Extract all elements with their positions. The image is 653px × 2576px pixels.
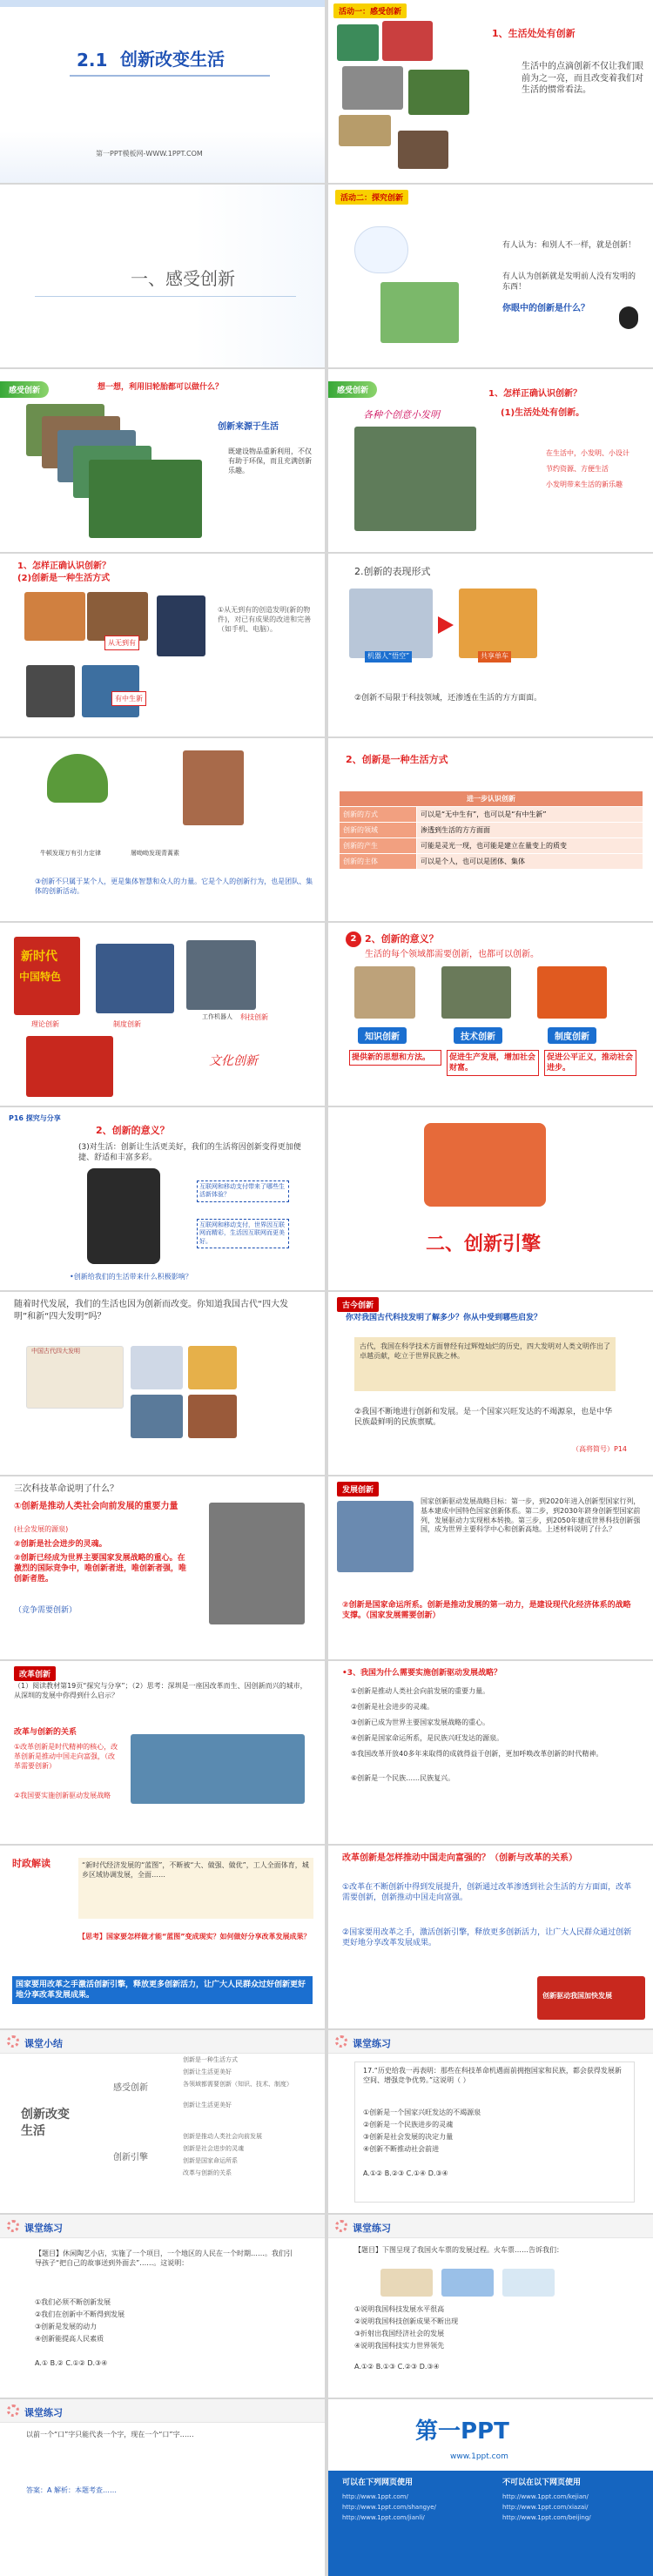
label-bike: 共享单车 <box>478 651 511 662</box>
list-item: ③创新已成为世界主要国家发展战略的重心。 <box>351 1718 490 1726</box>
photo-robots <box>349 589 433 658</box>
btn-knowledge[interactable]: 知识创新 <box>358 1027 407 1044</box>
slide-section-one[interactable] <box>0 185 325 367</box>
question-text: 以前一个“口”字只能代表一个字，现在一个“口”字…… <box>26 2431 194 2438</box>
banner-text: 创新驱动我国加快发展 <box>542 1992 612 2000</box>
list-item: ④创新是国家命运所系，是民族兴旺发达的源泉。 <box>351 1734 504 1742</box>
photo-flag <box>26 1036 113 1097</box>
question-text: 你对我国古代科技发明了解多少？你从中受到哪些启发？ <box>346 1314 542 1322</box>
desc-two: 节约资源、方便生活 <box>546 465 609 473</box>
mindmap-leaf: 创新是国家命运所系 <box>183 2157 238 2164</box>
table-value: 可以是“无中生有”，也可以是“有中生新” <box>417 807 643 823</box>
link-item[interactable]: http://www.1ppt.com/beijing/ <box>502 2514 591 2521</box>
photo-robot-work <box>186 940 256 1010</box>
scroll-text: 古代，我国在科学技术方面曾经有过辉煌灿烂的历史，四大发明对人类文明作出了卓越贡献，屹立于世界民族之林。 <box>354 1337 616 1391</box>
desc-text: 既建设物品重新利用，不仅有助于环保，而且充满创新乐趣。 <box>228 447 312 474</box>
photo-plant <box>337 24 379 61</box>
slide-inventions[interactable] <box>328 369 653 552</box>
task-text: （1）阅读教材第19页“探究与分享”；（2）思考：深圳是一座因改革而生、因创新而兴的城市，从深圳的发展中你得到什么启示？ <box>14 1682 307 1699</box>
conclusion-text: ②创新是国家命运所系。创新是推动发展的第一动力，是建设现代化经济体系的战略支撑。（国家发展需要创新） <box>342 1601 631 1621</box>
btn-tech[interactable]: 技术创新 <box>454 1027 502 1044</box>
point-one: 1、怎样正确认识创新？ <box>488 389 582 399</box>
question-text: 【题目】下图呈现了我国火车票的发展过程。火车票……告诉我们： <box>354 2246 563 2254</box>
tree-image <box>47 754 108 803</box>
header-title: 课堂小结 <box>24 2038 63 2049</box>
page-ref: P16 探究与分享 <box>9 1114 61 1122</box>
slide-brand[interactable] <box>328 2399 653 2576</box>
section-tag: 发展创新 <box>337 1482 379 1497</box>
slide-header <box>328 2030 653 2054</box>
desc-one: 在生活中，小发明、小设计 <box>546 449 629 457</box>
point-two: ②国家要用改革之手，激活创新引擎，释放更多创新活力，让广大人民群众通过创新更好地分享改革发展成果。 <box>342 1928 632 1948</box>
conclusion-box: 国家要用改革之手激活创新引擎，释放更多创新活力，让广大人民群众过好创新更好地分享改革发展成果。 <box>12 1976 313 2004</box>
mindmap-leaf: 创新是推动人类社会向前发展 <box>183 2133 262 2140</box>
strategy-text: 国家创新驱动发展战略目标：第一步，到2020年进入创新型国家行列，基本建成中国特色国家创新体系。第二步，到2030年跻身创新型国家前列，发展驱动力实现根本转换。第三步，到2050年建成世界科技创新强国，成为世界主要科学中心和创新高地。上述材料说明了什么？ <box>421 1497 641 1534</box>
slide-title[interactable] <box>0 0 325 183</box>
slide-header <box>328 2215 653 2238</box>
slide-header <box>0 2215 325 2238</box>
poster-title-one: 新时代 <box>21 950 57 964</box>
photo-pay <box>131 1395 183 1438</box>
slide-forms[interactable] <box>328 554 653 736</box>
photo-collage <box>354 427 476 531</box>
phone-image <box>87 1168 160 1264</box>
photo-steam-engine <box>209 1503 305 1624</box>
mindmap-leaf: 各领域都需要创新（知识、技术、制度） <box>183 2081 293 2088</box>
reference-text: （高将简号）P14 <box>572 1445 628 1453</box>
link-item[interactable]: http://www.1ppt.com/jianli/ <box>342 2514 425 2521</box>
photo-fan <box>26 665 75 717</box>
slide-practice-three[interactable] <box>328 2215 653 2398</box>
table-key: 创新的主体 <box>340 854 417 870</box>
question-text: 2、创新的意义？ <box>96 1125 170 1136</box>
link-item[interactable]: http://www.1ppt.com/kejian/ <box>502 2493 589 2500</box>
point-two: (1)生活处处有创新。 <box>501 408 585 418</box>
option-item: ②我们在创新中不断得到发展 <box>35 2310 125 2318</box>
table-value: 可能是灵光一现，也可能是建立在量变上的质变 <box>417 838 643 854</box>
link-item[interactable]: http://www.1ppt.com/ <box>342 2493 408 2500</box>
body-text: 生活中的点滴创新不仅让我们眼前为之一亮，而且改变着我们对生活的惯常看法。 <box>522 62 643 95</box>
section-bar: 感受创新 <box>0 381 49 398</box>
label-ancient: 中国古代四大发明 <box>31 1348 80 1355</box>
mindmap-leaf: 改革与创新的关系 <box>183 2169 232 2176</box>
brand-logo: 第一PPT <box>415 2418 509 2445</box>
gear-icon <box>7 2220 19 2232</box>
point-one: ①创新是推动人类社会向前发展的重要力量 <box>14 1502 178 1511</box>
activity-tag: 活动一：感受创新 <box>333 3 407 18</box>
desc-text: ①从无到有的创造发明(新的物件)，对已有成果的改进和完善（如手机、电脑）。 <box>218 606 312 633</box>
photo-city <box>337 1501 414 1572</box>
slide-lifestyle[interactable] <box>0 554 325 736</box>
penguin-icon <box>619 306 638 329</box>
slide-ancient-tech[interactable] <box>328 1292 653 1475</box>
slide-summary[interactable] <box>0 2030 325 2213</box>
slide-feel-innovation[interactable] <box>328 0 653 183</box>
slide-header <box>0 2030 325 2054</box>
point-two: ②创新是社会进步的灵魂。 <box>14 1540 107 1549</box>
slide-significance[interactable] <box>328 923 653 1106</box>
question-text: 【题目】休闲陶艺小店，实施了一个项目，一个地区的人民在一个时期……。我们引导孩子“把自己的故事送到外面去”……。这说明： <box>35 2250 293 2267</box>
slide-why-strategy[interactable] <box>328 1661 653 1844</box>
arrow-icon <box>438 616 454 634</box>
title-underline <box>70 75 270 77</box>
desc-knowledge: 提供新的思想和方法。 <box>349 1050 441 1066</box>
slide-tires[interactable] <box>0 369 325 552</box>
point-one-note: (社会发展的源泉) <box>14 1525 69 1533</box>
point-text: 1、生活处处有创新 <box>492 28 576 39</box>
table-key: 创新的领域 <box>340 823 417 838</box>
list-item: ⑤我国改革开放40多年来取得的成就得益于创新，更加呼唤改革创新的时代精神。 <box>351 1750 603 1758</box>
caption-robot: 工作机器人 <box>202 1013 232 1020</box>
photo-factory <box>441 966 511 1019</box>
windmill-image <box>380 282 459 343</box>
allowed-title: 可以在下列网页使用 <box>342 2478 414 2487</box>
slide-better-life[interactable] <box>0 1107 325 1290</box>
table-key: 创新的产生 <box>340 838 417 854</box>
list-item: ①创新是推动人类社会向前发展的重要力量。 <box>351 1687 490 1695</box>
link-item[interactable]: http://www.1ppt.com/shangye/ <box>342 2504 436 2511</box>
cloud-face-image <box>354 226 408 273</box>
question-text: 三次科技革命说明了什么？ <box>14 1484 118 1494</box>
mindmap-branch-one: 感受创新 <box>113 2083 148 2093</box>
slide-header <box>0 2399 325 2423</box>
opinion-two: 有人认为创新就是发明前人没有发明的东西！ <box>502 272 636 293</box>
slide-four-inventions[interactable] <box>0 1292 325 1475</box>
section-tag: 古今创新 <box>337 1297 379 1312</box>
banner-text: 各种个创意小发明 <box>363 409 440 420</box>
slide-reform-relation[interactable] <box>328 1846 653 2028</box>
mindmap-leaf: 创新是社会进步的灵魂 <box>183 2145 244 2152</box>
photo-cake <box>339 115 391 146</box>
slide-new-era[interactable] <box>0 923 325 1106</box>
prompt-text: •创新给我们的生活带来什么积极影响？ <box>70 1273 192 1281</box>
photo-ticket <box>87 592 148 641</box>
section-bar: 感受创新 <box>328 381 377 398</box>
photo-croc <box>408 70 469 115</box>
bubble-one: 互联网和移动支付带来了哪些生活新体验？ <box>197 1180 289 1202</box>
photo-tu-youyou <box>183 750 244 825</box>
source-text: 创新来源于生活 <box>218 422 279 432</box>
label-theory: 理论创新 <box>31 1020 59 1028</box>
photo-books <box>354 966 415 1019</box>
slide-tech-revolution[interactable] <box>0 1476 325 1659</box>
header-title: 课堂练习 <box>353 2223 391 2234</box>
photo-arrow <box>537 966 607 1019</box>
point-one: ①改革在不断创新中得到发展提升，创新通过改革渗透到社会生活的方方面面，改革需要创新，创新推动中国走向富强。 <box>342 1883 632 1903</box>
option-item: ④创新不断推动社会前进 <box>363 2145 440 2153</box>
ticket-new <box>502 2269 555 2297</box>
option-item: ②创新是一个民族进步的灵魂 <box>363 2121 454 2129</box>
answer-choices: A.①② B.①③ C.②③ D.③④ <box>354 2363 440 2371</box>
mindmap-leaf: 创新让生活更美好 <box>183 2068 232 2075</box>
question-text: 改革创新是怎样推动中国走向富强的？（创新与改革的关系） <box>342 1853 577 1863</box>
list-item: ②创新是社会进步的灵魂。 <box>351 1703 434 1711</box>
answer-text: 答案：A 解析：本题考查…… <box>26 2486 118 2494</box>
option-item: ④创新能提高人民素质 <box>35 2335 104 2343</box>
mindmap-center: 创新改变生活 <box>21 2108 70 2138</box>
answer-choices: A.①② B.②③ C.①④ D.③④ <box>363 2169 448 2177</box>
link-item[interactable]: http://www.1ppt.com/xiazai/ <box>502 2504 589 2511</box>
table-value: 可以是个人，也可以是团体、集体 <box>417 854 643 870</box>
photo-tire-garden <box>89 460 202 538</box>
bubble-two: 互联网和移动支付，世界因互联网而精彩，生活因互联网而更美好。 <box>197 1219 289 1248</box>
gear-icon <box>335 2035 347 2048</box>
photo-heart <box>382 21 433 61</box>
body-text: ②我国不断地进行创新和发展。是一个国家兴旺发达的不竭源泉，也是中华民族最鲜明的民族禀赋。 <box>354 1408 613 1428</box>
relation-header: 改革与创新的关系 <box>14 1728 77 1737</box>
table-key: 创新的方式 <box>340 807 417 823</box>
option-item: ①创新是一个国家兴旺发达的不竭源泉 <box>363 2109 481 2116</box>
caption-newton: 牛顿发现万有引力定律 <box>40 850 101 857</box>
opinion-one: 有人认为：和别人不一样，就是创新！ <box>502 241 636 250</box>
photo-shenzhen <box>131 1734 305 1804</box>
lesson-title: 创新改变生活 <box>120 49 225 70</box>
sub-text: (3)对生活：创新让生活更美好，我们的生活将因创新变得更加便捷、舒适和丰富多彩。 <box>78 1143 301 1163</box>
desc-tech: 促进生产发展，增加社会财富。 <box>447 1050 539 1076</box>
rocket-cartoon <box>424 1123 546 1207</box>
section-title: 一、感受创新 <box>131 268 235 289</box>
forms-title: 2.创新的表现形式 <box>354 566 431 577</box>
caption-tu: 屠呦呦发现青蒿素 <box>131 850 179 857</box>
news-text: “新时代经济发展的“蓝图”，不断被“大、做强、做优”，工人全面体育，城乡区域协调发展，全面…… <box>78 1858 313 1919</box>
option-item: ④说明我国科技实力世界领先 <box>354 2342 445 2350</box>
poster-title-two: 中国特色 <box>19 971 62 983</box>
ticket-old <box>380 2269 433 2297</box>
point-two: ②我国要实施创新驱动发展战略 <box>14 1792 111 1799</box>
slide-current-affairs[interactable] <box>0 1846 325 2028</box>
slide-development[interactable] <box>328 1476 653 1659</box>
option-item: ②说明我国科技创新成果不断出现 <box>354 2317 459 2325</box>
footer-text: 第一PPT模板网-WWW.1PPT.COM <box>96 150 203 158</box>
photo-phone <box>157 595 205 656</box>
photo-meeting <box>96 944 174 1013</box>
gear-icon <box>335 2220 347 2232</box>
gear-icon <box>7 2035 19 2048</box>
sub-text: 生活的每个领域都需要创新，也都可以创新。 <box>365 950 539 959</box>
option-item: ③折射出我国经济社会的发展 <box>354 2330 445 2337</box>
question-text: •3、我国为什么需要实施创新驱动发展战略？ <box>342 1669 502 1678</box>
top-stripe <box>0 0 325 7</box>
slide-reform[interactable] <box>0 1661 325 1844</box>
point-one: ①改革创新是时代精神的核心，改革创新是推动中国走向富强，（改革需要创新） <box>14 1743 118 1770</box>
photo-shop <box>188 1395 237 1438</box>
header-title: 课堂练习 <box>24 2407 63 2418</box>
conclusion-text: ③创新不只属于某个人，更是集体智慧和众人的力量。它是个人的创新行为，也是团队、集体的创新活动。 <box>35 878 313 895</box>
btn-system[interactable]: 制度创新 <box>548 1027 596 1044</box>
desc-three: 小发明带来生活的新乐趣 <box>546 481 623 488</box>
slide-practice-four[interactable] <box>0 2399 325 2576</box>
label-new-from-old: 有中生新 <box>111 691 146 706</box>
point-text: 2、创新是一种生活方式 <box>346 754 448 765</box>
photo-train <box>131 1346 183 1389</box>
point-three-note: （竞争需要创新） <box>14 1606 77 1615</box>
photo-money <box>24 592 85 641</box>
list-item: ⑥创新是一个民族……民族复兴。 <box>351 1774 455 1782</box>
photo-food <box>398 131 448 169</box>
slide-section-two[interactable] <box>328 1107 653 1290</box>
intro-text: 随着时代发展，我们的生活也因为创新而改变。你知道我国古代“四大发明”和新“四大发明”吗？ <box>14 1300 289 1322</box>
question-text: 你眼中的创新是什么？ <box>502 304 589 313</box>
option-item: ③创新是社会发展的决定力量 <box>363 2133 454 2141</box>
photo-stones <box>342 66 403 110</box>
option-item: ①我们必须不断创新发展 <box>35 2298 111 2306</box>
question-text: 17.“历史给我一再表明：那些在科技革命机遇面前拥抱国家和民族，都会获得发展新空间、增强竞争优势。”这说明（ ） <box>363 2067 622 2084</box>
label-robot: 机器人“悟空” <box>365 651 412 662</box>
mindmap-leaf: 创新是一种生活方式 <box>183 2056 238 2063</box>
section-tag: 改革创新 <box>14 1666 56 1681</box>
innovation-table <box>339 790 643 870</box>
slide-collective[interactable] <box>0 738 325 921</box>
slide-explore-innovation[interactable] <box>328 185 653 367</box>
activity-tag: 活动二：探究创新 <box>335 190 408 205</box>
option-item: ①说明我国科技发展水平很高 <box>354 2305 445 2313</box>
label-tech: 科技创新 <box>240 1013 268 1021</box>
desc-text: ②创新不局限于科技领域，还渗透在生活的方方面面。 <box>354 694 542 703</box>
label-culture: 文化创新 <box>209 1054 258 1068</box>
ticket-mid <box>441 2269 494 2297</box>
slide-table[interactable] <box>328 738 653 921</box>
forbidden-title: 不可以在以下网页使用 <box>502 2478 582 2487</box>
brand-url[interactable]: www.1ppt.com <box>450 2452 508 2461</box>
label-from-nothing: 从无到有 <box>104 636 139 650</box>
option-item: ③创新是发展的动力 <box>35 2323 98 2331</box>
mindmap-branch-two: 创新引擎 <box>113 2153 148 2162</box>
section-tag: 时政解读 <box>12 1858 50 1869</box>
photo-bikes <box>459 589 537 658</box>
header-title: 课堂练习 <box>24 2223 63 2234</box>
number-badge: 2 <box>346 932 361 947</box>
table-header: 进一步认识创新 <box>340 791 643 807</box>
table-value: 渗透到生活的方方面面 <box>417 823 643 838</box>
question-text: 2、创新的意义？ <box>365 933 439 945</box>
question-two: (2)创新是一种生活方式 <box>17 574 111 583</box>
mindmap-leaf: 创新让生活更美好 <box>183 2102 232 2109</box>
point-three: ②创新已经成为世界主要国家发展战略的重心。在激烈的国际竞争中，唯创新者进，唯创新者强，唯创新者胜。 <box>14 1554 187 1584</box>
header-title: 课堂练习 <box>353 2038 391 2049</box>
question-text: 想一想，利用旧轮胎都可以做什么？ <box>98 383 224 392</box>
slide-practice-two[interactable] <box>0 2215 325 2398</box>
slide-practice-one[interactable] <box>328 2030 653 2213</box>
question-one: 1、怎样正确认识创新？ <box>17 562 111 571</box>
section-title: 二、创新引擎 <box>426 1234 542 1255</box>
think-question: 【思考】国家要怎样做才能“蓝图”变成现实？如何做好分享改革发展成果？ <box>78 1933 311 1940</box>
desc-system: 促进公平正义，推动社会进步。 <box>544 1050 636 1076</box>
lesson-number: 2.1 <box>77 50 108 71</box>
section-rule <box>35 296 296 297</box>
answer-choices: A.① B.② C.①② D.③④ <box>35 2359 108 2367</box>
photo-bike <box>188 1346 237 1389</box>
gear-icon <box>7 2404 19 2417</box>
label-system: 制度创新 <box>113 1020 141 1028</box>
